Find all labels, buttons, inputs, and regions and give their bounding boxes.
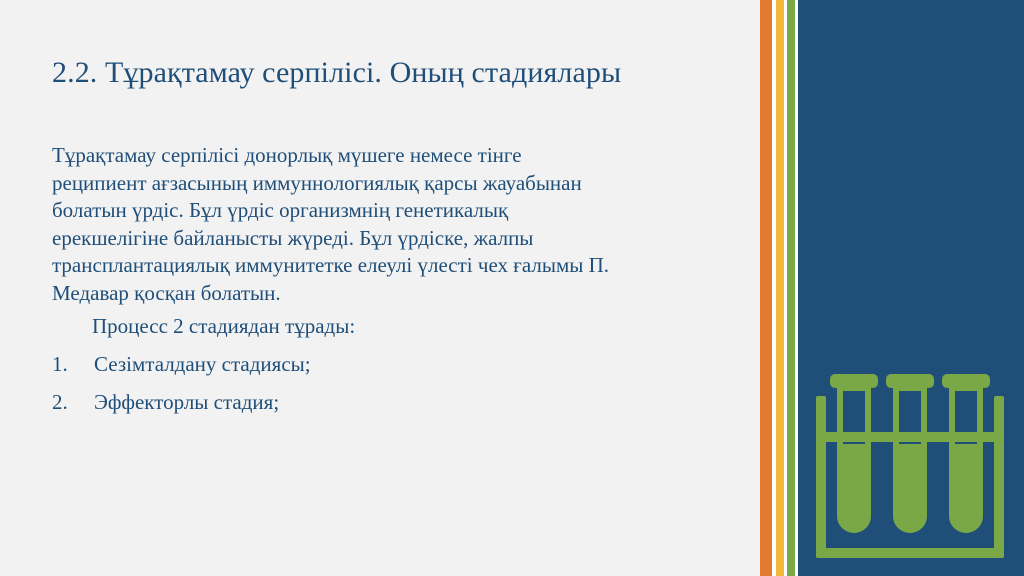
slide-title: 2.2. Тұрақтамау серпілісі. Оның стадиялары	[52, 56, 622, 89]
list-item-number: 1.	[52, 351, 68, 376]
green-stripe	[787, 0, 795, 576]
list-item-number: 2.	[52, 390, 68, 414]
list-item-text: Эффекторлы стадия;	[94, 390, 280, 414]
test-tubes-rack-icon	[812, 372, 1012, 562]
process-line: Процесс 2 стадиядан тұрады:	[92, 314, 356, 338]
list-item	[52, 351, 762, 379]
paragraph	[52, 142, 762, 307]
paragraph-line: болатын үрдіс. Бұл үрдіс организмнің генетикалық	[52, 198, 509, 222]
paragraph-line: Тұрақтамау серпілісі донорлық мүшеге немесе тінге	[52, 143, 522, 167]
paragraph-line: реципиент ағзасының иммуннологиялық қарсы жауабынан	[52, 170, 582, 195]
orange-stripe	[760, 0, 772, 576]
list-item-text: Сезімталдану стадиясы;	[94, 351, 311, 376]
paragraph-line: трансплантациялық иммунитетке елеулі үлесті чех ғалымы П.	[52, 253, 610, 277]
stages-list	[52, 351, 762, 417]
list-item	[52, 389, 762, 417]
slide-body	[52, 142, 762, 428]
yellow-stripe	[776, 0, 784, 576]
paragraph-line: ерекшелігіне байланысты жүреді. Бұл үрдіске, жалпы	[52, 225, 534, 250]
paragraph-line: Медавар қосқан болатын.	[52, 280, 281, 305]
